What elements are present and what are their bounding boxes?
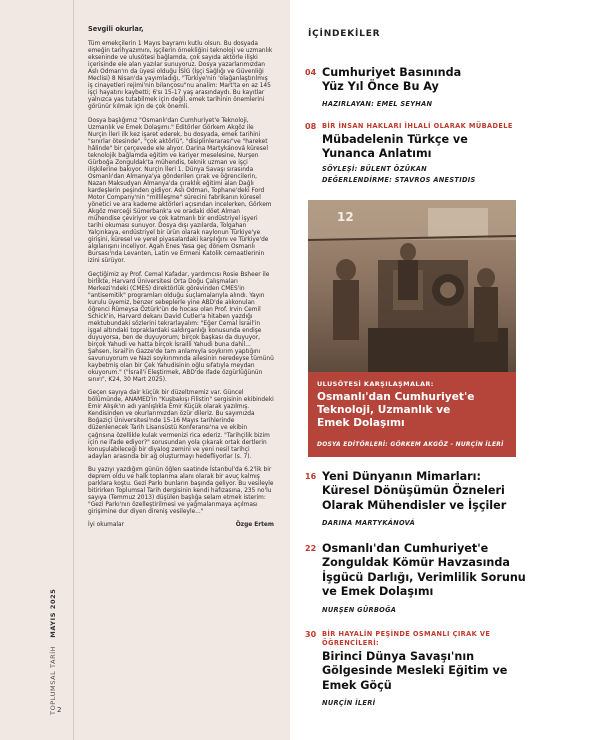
entry-byline: HAZIRLAYAN: EMEL SEYHAN <box>322 100 433 108</box>
title-line: Teknoloji, Uzmanlık ve <box>317 404 451 416</box>
toc-entry[interactable] <box>305 470 575 530</box>
entry-page-number: 30 <box>305 630 317 639</box>
letter-paragraph: Bu yazıyı yazdığım günün öğlen saatinde İstanbul'da 6.2'lik bir deprem oldu ve halk toplanma alanı olarak bir avuç kalmış parklara koştu. Gezi Parkı bunların başında geliyor. Bu vesileyle bitirirken Toplumsal Tarih dergisinin kendi hafızasına, 235 no'lu sayıya (Temmuz 2013) düşülen başlığa selam etmek isterim: "Gezi Parkı'nın özelleştirilmesi ve yağmalanmaya açılması girişimine dur diyen direniş vesileyle..." <box>88 466 274 515</box>
page-number: 2 <box>57 706 62 714</box>
entry-byline: DEĞERLENDİRME: STAVROS ANESTIDIS <box>322 176 476 184</box>
toc-entry[interactable] <box>305 66 575 116</box>
title-line: Birinci Dünya Savaşı'nın <box>322 650 475 663</box>
letter-paragraph: Tüm emekçilerin 1 Mayıs bayramı kutlu olsun. Bu dosyada emeğin tarihyazımını, işçilerin örnekliğini teknoloji ve uzmanlık ekseninde ve ulusötesi bağlamda, çok sayıda aktörle ilişki içerisinde ele alan yazılar sunuyoruz. Dosya yazarlarımızdan Aslı Odman'ın da üyesi olduğu İSİG (İşçi Sağlığı ve Güvenliği Meclisi) 8 Nisan'da yayımladığı, "Türkiye'nin 'olağanlaştırılmış iş cinayetleri rejimi'nin bilançosu"nu analim: Mart'ta en az 145 işçi hayatını kaybetti; 6'sı 15-17 yaş arasındaydı. Bu kayıtlar yalnızca yas tutabilmek için değil, emek tarihinin önemlerini görünür kılmak için de çok önemli. <box>88 41 273 111</box>
feature-page-number: 12 <box>337 210 354 224</box>
feature-title <box>317 391 512 430</box>
toc-heading: İÇİNDEKİLER <box>308 29 381 39</box>
feature-byline: DOSYA EDİTÖRLERİ: GÖRKEM AKGÖZ - NURÇİN İLERİ <box>317 442 504 448</box>
toc-entry[interactable] <box>305 542 575 618</box>
feature-photo[interactable] <box>308 200 516 372</box>
kicker-line: ÖĞRENCİLERİ: <box>322 639 380 647</box>
feature-kicker: ULUSÖTESİ KARŞILAŞMALAR: <box>317 380 434 388</box>
title-line: Yüz Yıl Önce Bu Ay <box>322 80 439 94</box>
entry-title <box>322 133 468 162</box>
title-line: Osmanlı'dan Cumhuriyet'e <box>317 391 475 403</box>
letter-paragraph: Dosya başlığımız "Osmanlı'dan Cumhuriyet'e Teknoloji, Uzmanlık ve Emek Dolaşımı." Editörler Görkem Akgöz ile Nurçin İleri ilk kez işaret ederek, bu dosyada, emek tarihini "sınırlar ötesinde", "çok aktörlü", "disiplinlerarası"ve "hareket hâlinde" bir çerçevede ele alıyor. Darina Martykánová küresel teknolojik bağlamda eğitim ve kariyer meselesine, Nurşen Gürboğa Zonguldak'ta mühendis, teknik uzman ve işçi ilişkilerine bakıyor. Nurçin İleri 1. Dünya Savaşı sırasında Osmanlı'dan Almanya'ya gönderilen çırak ve öğrencilerin, Nazan Maksudyan Almanya'da çıraklık eğitimi alan Dağlı kardeşlerin peşinden gidiyor. Aslı Odman, Tophane'deki Ford Motor Company'nin "millileşme" sürecini fabrikanın küresel yönetici ve ara kademe aktörleri açısından incelerken, Görkem Akgöz merceği Sümerbank'a ve oradaki döet Alman mühendise çeviriyor ve çok katmanlı bir endüstriyel işyeri tarihi okuması sunuyor. Dosya dışı yazılarda, Tolgahan Yalçınkaya, endüstriyel bir ürün olarak naylonun Türkiye'ye girişini, küresel ve yerel piyasalardaki karşılığını ve Türkiye'de algılanışını inceliyor. Agah Enes Yasa geç dönem Osmanlı Bursası'nda Levanten, Latin ve Ermeni Katolik cemaatlerinin izini sürüyor. <box>88 117 272 265</box>
title-line: Mübadelenin Türkçe ve <box>322 133 468 146</box>
kicker-line: BİR HAYALİN PEŞİNDE OSMANLI ÇIRAK VE <box>322 630 491 638</box>
title-line: Zonguldak Kömür Havzasında <box>322 556 510 570</box>
toc-entry[interactable] <box>305 628 575 718</box>
entry-title <box>322 650 507 693</box>
entry-byline: SÖYLEŞİ: BÜLENT ÖZÜKAN <box>322 165 427 173</box>
title-line: İşgücü Darlığı, Verimlilik Sorunu <box>322 570 526 584</box>
title-line: Yeni Dünyanın Mimarları: <box>322 470 481 483</box>
entry-kicker <box>322 630 490 648</box>
magazine-name: TOPLUMSAL TARİH <box>49 645 57 715</box>
entry-page-number: 08 <box>305 122 317 131</box>
running-footer <box>49 585 57 715</box>
entry-byline: DARINA MARTYKÁNOVÁ <box>322 519 416 527</box>
letter-paragraph: Geçen sayıya dair küçük bir düzeltmemiz var. Güncel bölümünde, ANAMED'in "Kuşbakışı Filistin" sergisinin ekibindeki Emir Alışık'ın adı yanlışlıkla Emir Küçük olarak yazılmış. Kendisinden ve okurlarımızdan özür dileriz. Bu sayımızda Boğaziçi Üniversitesi'nde 15-16 Mayıs tarihlerinde düzenlenecek Tarih Lisansüstü Konferansı'na ve ekibin çağrısına özellikle kulak vermenizi rica ederiz. "Tarihçilik bizim için ne ifade ediyor?" sorusundan yola çıkarak ortak dertlerin konuşulabileceği bir diyalog zemini ve yeni nesil tarihçi adayları arasında bir ağ oluşturmayı hedefliyorlar (s. 7). <box>88 390 274 460</box>
title-line: Osmanlı'dan Cumhuriyet'e <box>322 542 489 555</box>
title-line: Emek Dolaşımı <box>317 417 405 429</box>
issue-date: MAYIS 2025 <box>49 588 57 638</box>
feature-box[interactable] <box>308 372 516 457</box>
entry-title <box>322 66 461 95</box>
title-line: Olarak Mühendisler ve İşçiler <box>322 498 507 512</box>
signoff <box>88 522 274 529</box>
entry-kicker: BİR İNSAN HAKLARI İHLALİ OLARAK MÜBADELE <box>322 122 513 130</box>
salutation: Sevgili okurlar, <box>88 25 144 33</box>
title-line: Gölgesinde Mesleki Eğitim ve <box>322 664 508 678</box>
title-line: Cumhuriyet Basınında <box>322 66 462 79</box>
title-line: Küresel Dönüşümün Özneleri <box>322 484 505 498</box>
signature: Özge Ertem <box>235 522 274 529</box>
title-line: Emek Göçü <box>322 678 392 692</box>
letter-paragraph: Geçtiğimiz ay Prof. Cemal Kafadar, yardımcısı Rosie Bsheer ile birlikte, Harvard Üniversitesi Orta Doğu Çalışmaları Merkezi'ndeki (CMES) direktörlük görevinden CMES'in "antisemitik" programları olduğu suçlamalarıyla alındı. Yayın kurulu üyemiz, benzer sebeplerle yine ABD'de alıkonulan öğrenci Rümeysa Öztürk'ün de hocası olan Prof. Irvin Cemil Schick'in, Harvard dekanı David Cutler'a hitaben yazdığı mektubundaki sözlerini tekrarlayalım: "Eğer Cemal İsrail'in işgal altındaki topraklardaki saldırganlığı konusunda endişe duyuyorsa, ben de duyuyorum; birçok başkası da duyuyor, birçok Yahudi ve hatta birçok İsrailli Yahudi buna dahil... Şahsen, İsrail'in Gazze'de tam anlamıyla soykırım yaptığını savunuyorum ve Nazi soykırımında ailesinin neredeyse tümünü kaybetmiş olan bir Çek Yahudisinin oğlu sıfatıyla meydan okuyorum." ("İsrail'i Eleştirmek, ABD'de ifade özgürlüğünün sınırı", K24, 30 Mart 2025). <box>88 271 274 384</box>
title-line: Yunanca Anlatımı <box>322 147 432 161</box>
editor-letter <box>88 26 274 529</box>
title-line: ve Emek Dolaşımı <box>322 585 434 599</box>
entry-title <box>322 542 526 600</box>
entry-byline: NURŞEN GÜRBOĞA <box>322 606 397 614</box>
closing: İyi okumalar <box>88 522 125 529</box>
entry-page-number: 16 <box>305 472 317 481</box>
entry-byline: NURÇİN İLERİ <box>322 699 376 707</box>
workshop-photo-illustration <box>308 200 516 372</box>
entry-title <box>322 470 506 513</box>
toc-entry[interactable] <box>305 120 575 190</box>
entry-page-number: 22 <box>305 544 317 553</box>
entry-page-number: 04 <box>305 68 317 77</box>
margin-rule <box>73 0 74 740</box>
